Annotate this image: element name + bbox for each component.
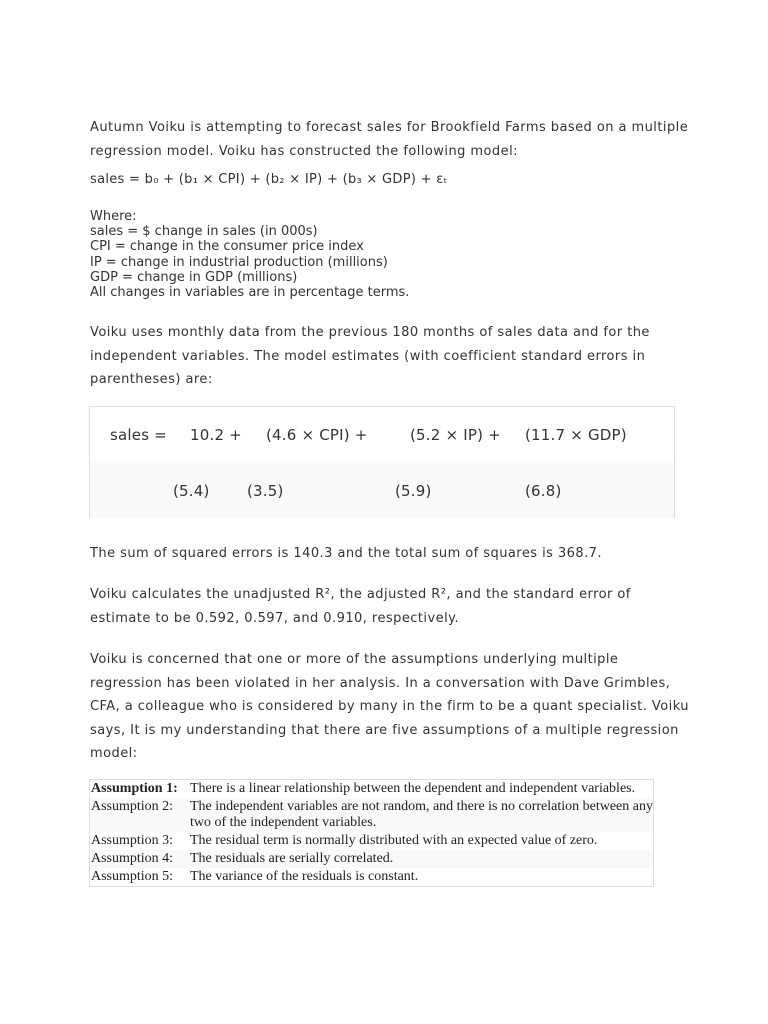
definition-line: All changes in variables are in percentage terms. [90,285,410,301]
standard-errors-row [90,463,674,518]
estimates-table [89,406,675,518]
definition-line: sales = $ change in sales (in 000s) [90,224,318,240]
concern-paragraph: Voiku is concerned that one or more of the assumptions underlying multiple regression has been violated in her analysis. In a conversation with Dave Grimbles, CFA, a colleague who is considered by many in the firm to be a quant specialist. Voiku says, It is my understanding that there are five assumptions of a multiple regression model: [90,652,689,761]
assumption-row [90,850,653,868]
definition-line: IP = change in industrial production (millions) [90,254,388,270]
assumptions-table [89,779,654,887]
estimate-cell: (4.6 × CPI) + [266,426,368,444]
r-squared-paragraph: Voiku calculates the unadjusted R², the adjusted R², and the standard error of estimate to be 0.592, 0.597, and 0.910, respectively. [90,587,631,626]
assumption-row [90,798,653,832]
assumption-text: The residual term is normally distributed with an expected value of zero. [190,833,598,848]
assumption-name: Assumption 3: [91,833,174,848]
standard-error-cell: (5.4) [173,482,210,500]
model-formula: sales = b₀ + (b₁ × CPI) + (b₂ × IP) + (b₃ × GDP) + εₜ [90,172,448,187]
standard-error-cell: (3.5) [247,482,284,500]
standard-error-cell: (6.8) [525,482,562,500]
estimates-row [90,407,674,463]
assumption-row [90,832,653,850]
assumption-name: Assumption 4: [91,851,174,866]
definition-line: CPI = change in the consumer price index [90,239,364,255]
estimate-cell: (5.2 × IP) + [410,426,501,444]
intro-paragraph: Autumn Voiku is attempting to forecast sales for Brookfield Farms based on a multiple regression model. Voiku has constructed the following model: [90,120,689,159]
definition-line: GDP = change in GDP (millions) [90,269,298,285]
estimate-cell: 10.2 + [190,426,242,444]
assumption-row [90,868,653,886]
estimate-cell: sales = [110,426,167,444]
standard-error-cell: (5.9) [395,482,432,500]
assumption-text: The residuals are serially correlated. [190,851,394,866]
assumption-text: The variance of the residuals is constant. [190,869,419,884]
assumption-text: The independent variables are not random, and there is no correlation between any two of the independent variables. [190,799,653,830]
assumption-name: Assumption 1: [91,781,178,796]
variable-definitions [90,209,409,300]
assumption-text: There is a linear relationship between the dependent and independent variables. [190,781,636,796]
estimate-cell: (11.7 × GDP) [525,426,627,444]
assumption-name: Assumption 2: [91,799,174,814]
sse-paragraph: The sum of squared errors is 140.3 and the total sum of squares is 368.7. [90,546,602,561]
assumption-row [90,780,653,798]
where-heading: Where: [90,209,137,224]
assumption-name: Assumption 5: [91,869,174,884]
data-paragraph: Voiku uses monthly data from the previous 180 months of sales data and for the independent variables. The model estimates (with coefficient standard errors in parentheses) are: [90,325,650,387]
